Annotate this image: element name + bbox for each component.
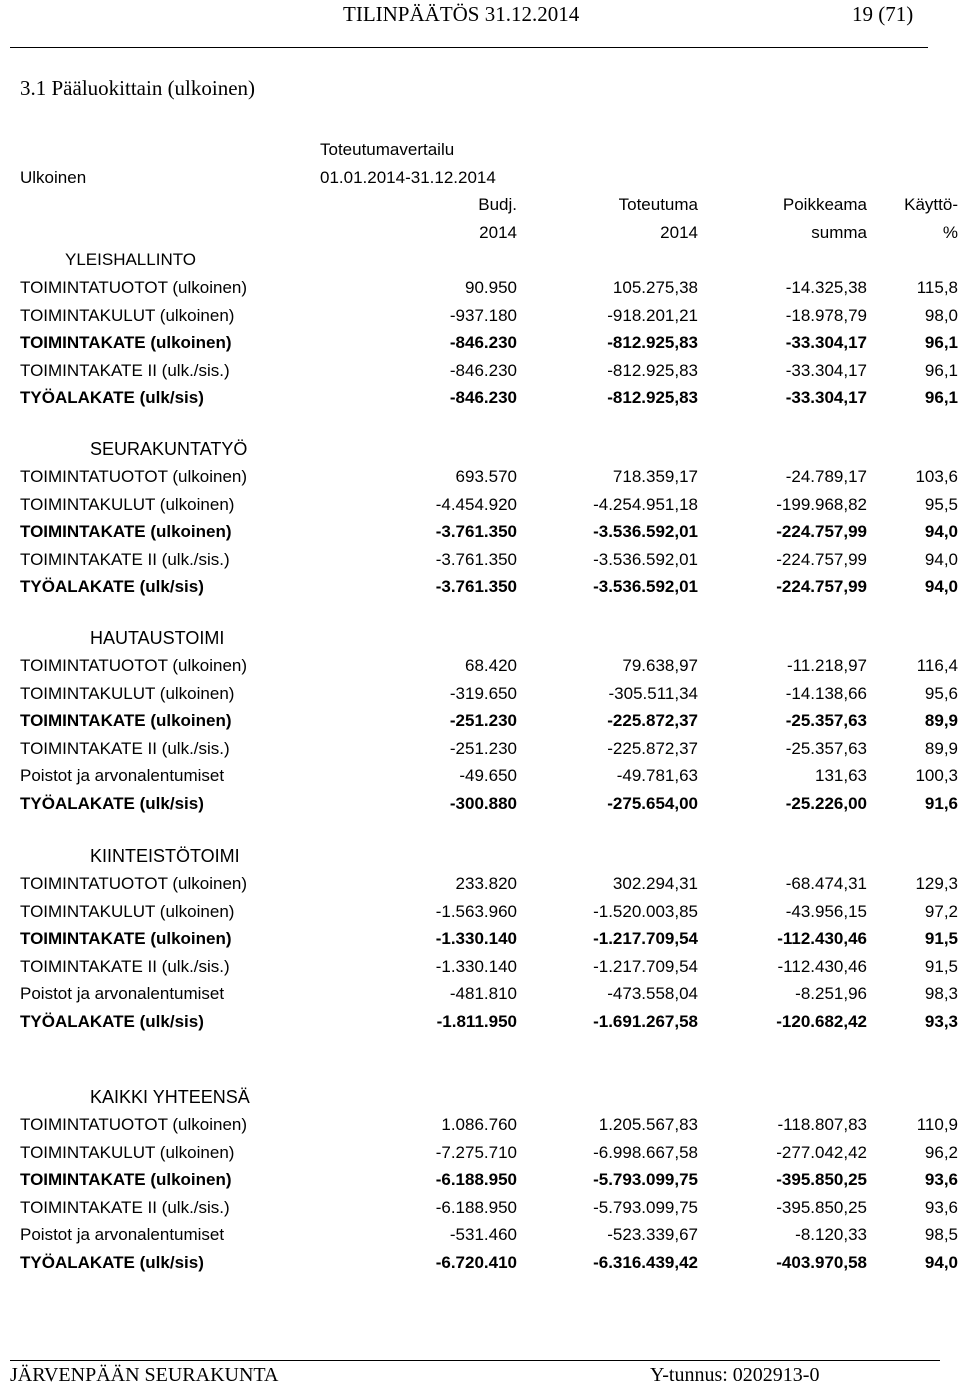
budget-value: -251.230 [449,739,517,758]
variance-value: -112.430,46 [777,929,867,948]
budget-value: -3.761.350 [435,577,517,596]
actual-value: -918.201,21 [607,306,698,325]
variance-value: 131,63 [815,766,867,785]
period-label: 01.01.2014-31.12.2014 [320,168,496,187]
budget-value: -300.880 [449,794,517,813]
variance-value: -199.968,82 [776,495,867,514]
actual-value: 1.205.567,83 [598,1115,698,1134]
row-label: TOIMINTATUOTOT (ulkoinen) [20,278,248,297]
actual-value: -5.793.099,75 [593,1198,698,1217]
actual-value: -3.536.592,01 [593,522,698,541]
actual-value: -1.217.709,54 [593,957,698,976]
footer-divider [10,1360,940,1361]
usage-value: 97,2 [924,902,958,921]
footer-organization: JÄRVENPÄÄN SEURAKUNTA [10,1364,279,1386]
usage-value: 94,0 [924,522,958,541]
variance-value: -224.757,99 [776,550,867,569]
variance-header: Poikkeama [782,195,867,214]
group-title: HAUTAUSTOIMI [90,628,225,648]
actual-value: -812.925,83 [607,361,698,380]
actual-value: 718.359,17 [612,467,698,486]
variance-value: -224.757,99 [776,522,867,541]
budget-header: Budj. [478,195,517,214]
usage-value: 110,9 [916,1115,958,1134]
usage-header: Käyttö- [904,195,958,214]
row-label: TYÖALAKATE (ulk/sis) [20,1012,204,1031]
actual-value: -225.872,37 [607,711,698,730]
group-title: YLEISHALLINTO [65,250,197,269]
budget-value: -937.180 [449,306,517,325]
variance-value: -8.251,96 [795,984,867,1003]
row-label: TOIMINTAKATE (ulkoinen) [20,333,232,352]
group-title: KIINTEISTÖTOIMI [90,846,240,866]
row-label: TOIMINTAKATE (ulkoinen) [20,929,232,948]
usage-value: 93,6 [924,1170,958,1189]
budget-value: -846.230 [449,333,517,352]
budget-value: -3.761.350 [435,522,517,541]
usage-value: 98,3 [924,984,958,1003]
variance-value: -8.120,33 [795,1225,867,1244]
row-label: TOIMINTAKULUT (ulkoinen) [20,902,235,921]
usage-value: 95,6 [924,684,958,703]
budget-value: -481.810 [449,984,517,1003]
usage-subheader: % [942,223,958,242]
row-label: TYÖALAKATE (ulk/sis) [20,388,204,407]
row-label: Poistot ja arvonalentumiset [20,984,225,1003]
page-number: 19 (71) [852,2,914,26]
budget-value: -49.650 [459,766,517,785]
actual-value: -812.925,83 [607,333,698,352]
budget-value: 90.950 [465,278,517,297]
actual-value: -305.511,34 [608,684,698,703]
actual-value: -3.536.592,01 [593,550,698,569]
actual-value: -812.925,83 [607,388,698,407]
variance-value: -25.357,63 [785,711,867,730]
actual-value: -49.781,63 [616,766,698,785]
row-label: Poistot ja arvonalentumiset [20,766,225,785]
row-label: TYÖALAKATE (ulk/sis) [20,794,204,813]
usage-value: 129,3 [915,874,958,893]
usage-value: 98,5 [924,1225,958,1244]
budget-value: -7.275.710 [435,1143,517,1162]
budget-value: -1.563.960 [435,902,517,921]
usage-value: 100,3 [915,766,958,785]
variance-value: -43.956,15 [785,902,867,921]
actual-value: -3.536.592,01 [593,577,698,596]
usage-value: 96,2 [924,1143,958,1162]
row-label: TOIMINTAKATE (ulkoinen) [20,1170,232,1189]
actual-value: -1.217.709,54 [593,929,698,948]
usage-value: 103,6 [915,467,958,486]
variance-value: -395.850,25 [776,1170,867,1189]
budget-value: -1.811.950 [436,1012,517,1031]
budget-value: -6.720.410 [435,1253,517,1272]
budget-value: -319.650 [449,684,517,703]
row-label: TOIMINTAKATE (ulkoinen) [20,522,232,541]
budget-value: 233.820 [455,874,517,893]
row-label: TOIMINTAKATE (ulkoinen) [20,711,232,730]
actual-header: Toteutuma [618,195,698,214]
actual-value: -275.654,00 [607,794,698,813]
usage-value: 96,1 [924,333,958,352]
row-label: TYÖALAKATE (ulk/sis) [20,1253,204,1272]
row-label: TOIMINTATUOTOT (ulkoinen) [20,656,248,675]
row-label: Poistot ja arvonalentumiset [20,1225,225,1244]
actual-value: -4.254.951,18 [593,495,698,514]
usage-value: 94,0 [924,550,958,569]
budget-value: -3.761.350 [435,550,517,569]
variance-value: -25.226,00 [785,794,867,813]
variance-value: -18.978,79 [785,306,867,325]
budget-year: 2014 [479,223,517,242]
usage-value: 94,0 [924,1253,958,1272]
budget-value: -1.330.140 [435,957,517,976]
usage-value: 96,1 [924,388,958,407]
usage-value: 115,8 [916,278,958,297]
group-title: SEURAKUNTATYÖ [90,439,248,459]
variance-value: -395.850,25 [776,1198,867,1217]
actual-value: 302.294,31 [612,874,698,893]
row-label: TOIMINTAKULUT (ulkoinen) [20,1143,235,1162]
row-label: TYÖALAKATE (ulk/sis) [20,577,204,596]
variance-value: -224.757,99 [776,577,867,596]
budget-value: 68.420 [465,656,517,675]
row-label: TOIMINTAKULUT (ulkoinen) [20,306,235,325]
actual-value: -6.998.667,58 [593,1143,698,1162]
actual-value: -5.793.099,75 [593,1170,698,1189]
budget-value: 1.086.760 [441,1115,517,1134]
usage-value: 95,5 [924,495,958,514]
usage-value: 91,5 [924,929,958,948]
budget-value: 693.570 [455,467,517,486]
actual-value: -523.339,67 [607,1225,698,1244]
actual-value: -1.691.267,58 [593,1012,698,1031]
footer-business-id: Y-tunnus: 0202913-0 [650,1364,820,1386]
group-title: KAIKKI YHTEENSÄ [90,1087,250,1107]
actual-value: 105.275,38 [612,278,698,297]
budget-value: -6.188.950 [435,1198,517,1217]
section-title: 3.1 Pääluokittain (ulkoinen) [20,76,256,100]
variance-subheader: summa [811,223,867,242]
variance-value: -33.304,17 [785,388,867,407]
actual-value: -473.558,04 [607,984,698,1003]
usage-value: 93,6 [924,1198,958,1217]
variance-value: -118.807,83 [777,1115,867,1134]
actual-value: -6.316.439,42 [593,1253,698,1272]
budget-value: -531.460 [449,1225,517,1244]
comparison-title: Toteutumavertailu [320,140,455,159]
budget-value: -846.230 [449,388,517,407]
usage-value: 116,4 [916,656,958,675]
variance-value: -403.970,58 [776,1253,867,1272]
budget-value: -4.454.920 [435,495,517,514]
row-label: TOIMINTAKATE II (ulk./sis.) [20,550,230,569]
variance-value: -24.789,17 [785,467,867,486]
variance-value: -112.430,46 [777,957,867,976]
variance-value: -68.474,31 [785,874,867,893]
variance-value: -14.325,38 [785,278,867,297]
variance-value: -14.138,66 [785,684,867,703]
row-label: TOIMINTATUOTOT (ulkoinen) [20,467,248,486]
variance-value: -277.042,42 [776,1143,867,1162]
usage-value: 89,9 [924,711,958,730]
variance-value: -33.304,17 [785,333,867,352]
variance-value: -33.304,17 [785,361,867,380]
document-title: TILINPÄÄTÖS 31.12.2014 [343,2,580,26]
budget-value: -6.188.950 [435,1170,517,1189]
usage-value: 93,3 [924,1012,958,1031]
row-label: TOIMINTAKATE II (ulk./sis.) [20,361,230,380]
row-label: TOIMINTAKULUT (ulkoinen) [20,684,235,703]
usage-value: 91,6 [924,794,958,813]
row-label: TOIMINTATUOTOT (ulkoinen) [20,1115,248,1134]
variance-value: -11.218,97 [786,656,867,675]
actual-year: 2014 [660,223,698,242]
actual-value: -1.520.003,85 [593,902,698,921]
usage-value: 89,9 [924,739,958,758]
scope-label: Ulkoinen [20,168,87,187]
budget-value: -846.230 [449,361,517,380]
row-label: TOIMINTAKATE II (ulk./sis.) [20,739,230,758]
variance-value: -25.357,63 [785,739,867,758]
row-label: TOIMINTAKULUT (ulkoinen) [20,495,235,514]
budget-value: -251.230 [449,711,517,730]
usage-value: 91,5 [924,957,958,976]
actual-value: -225.872,37 [607,739,698,758]
variance-value: -120.682,42 [776,1012,867,1031]
actual-value: 79.638,97 [622,656,698,675]
usage-value: 94,0 [924,577,958,596]
header-divider [10,47,928,48]
budget-value: -1.330.140 [435,929,517,948]
row-label: TOIMINTAKATE II (ulk./sis.) [20,957,230,976]
usage-value: 96,1 [924,361,958,380]
usage-value: 98,0 [924,306,958,325]
row-label: TOIMINTATUOTOT (ulkoinen) [20,874,248,893]
row-label: TOIMINTAKATE II (ulk./sis.) [20,1198,230,1217]
